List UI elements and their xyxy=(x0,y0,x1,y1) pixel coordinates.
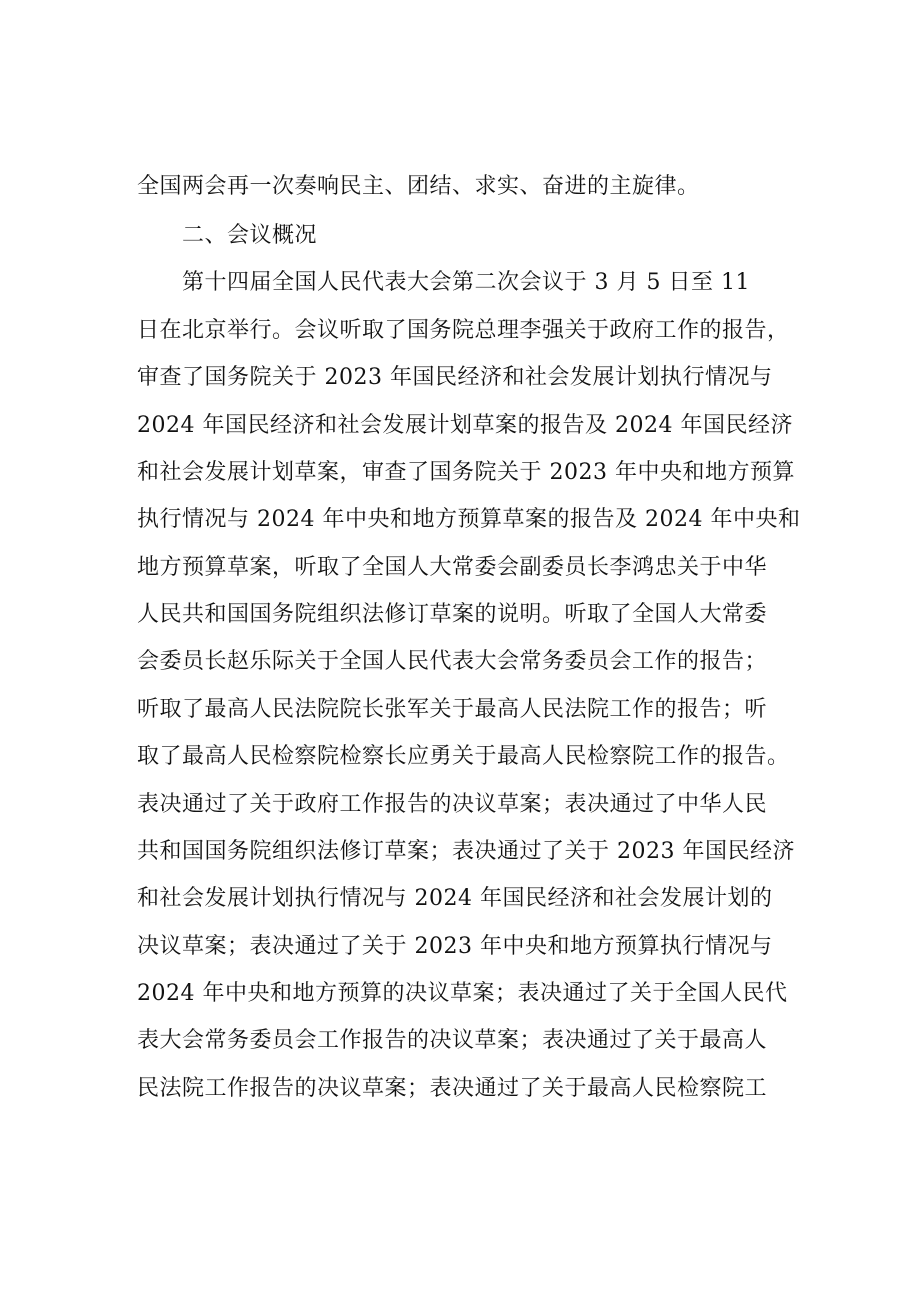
text-line-closing: 全国两会再一次奏响民主、团结、求实、奋进的主旋律。 xyxy=(137,174,700,199)
paragraph-line: 2024 年中央和地方预算的决议草案；表决通过了关于全国人民代 xyxy=(137,981,788,1006)
paragraph-line: 会委员长赵乐际关于全国人民代表大会常务委员会工作的报告； xyxy=(137,649,768,674)
paragraph-line: 表大会常务委员会工作报告的决议草案；表决通过了关于最高人 xyxy=(137,1028,768,1053)
paragraph-line: 共和国国务院组织法修订草案；表决通过了关于 2023 年国民经济 xyxy=(137,839,795,864)
paragraph-line: 日在北京举行。会议听取了国务院总理李强关于政府工作的报告， xyxy=(137,318,790,343)
paragraph-line: 人民共和国国务院组织法修订草案的说明。听取了全国人大常委 xyxy=(137,602,768,627)
paragraph-line: 和社会发展计划草案，审查了国务院关于 2023 年中央和地方预算 xyxy=(137,460,795,485)
paragraph-line: 民法院工作报告的决议草案；表决通过了关于最高人民检察院工 xyxy=(137,1076,768,1101)
paragraph-line: 2024 年国民经济和社会发展计划草案的报告及 2024 年国民经济 xyxy=(137,413,793,438)
paragraph-line: 表决通过了关于政府工作报告的决议草案；表决通过了中华人民 xyxy=(137,792,768,817)
paragraph-line: 第十四届全国人民代表大会第二次会议于 3 月 5 日至 11 xyxy=(182,270,750,295)
paragraph-line: 和社会发展计划执行情况与 2024 年国民经济和社会发展计划的 xyxy=(137,886,773,911)
paragraph-line: 地方预算草案，听取了全国人大常委会副委员长李鸿忠关于中华 xyxy=(137,555,768,580)
paragraph-line: 审查了国务院关于 2023 年国民经济和社会发展计划执行情况与 xyxy=(137,365,773,390)
paragraph-line: 执行情况与 2024 年中央和地方预算草案的报告及 2024 年中央和 xyxy=(137,507,801,532)
paragraph-line: 取了最高人民检察院检察长应勇关于最高人民检察院工作的报告。 xyxy=(137,744,790,769)
paragraph-line: 决议草案；表决通过了关于 2023 年中央和地方预算执行情况与 xyxy=(137,934,773,959)
paragraph-line: 听取了最高人民法院院长张军关于最高人民法院工作的报告；听 xyxy=(137,697,768,722)
section-heading: 二、会议概况 xyxy=(182,223,318,248)
